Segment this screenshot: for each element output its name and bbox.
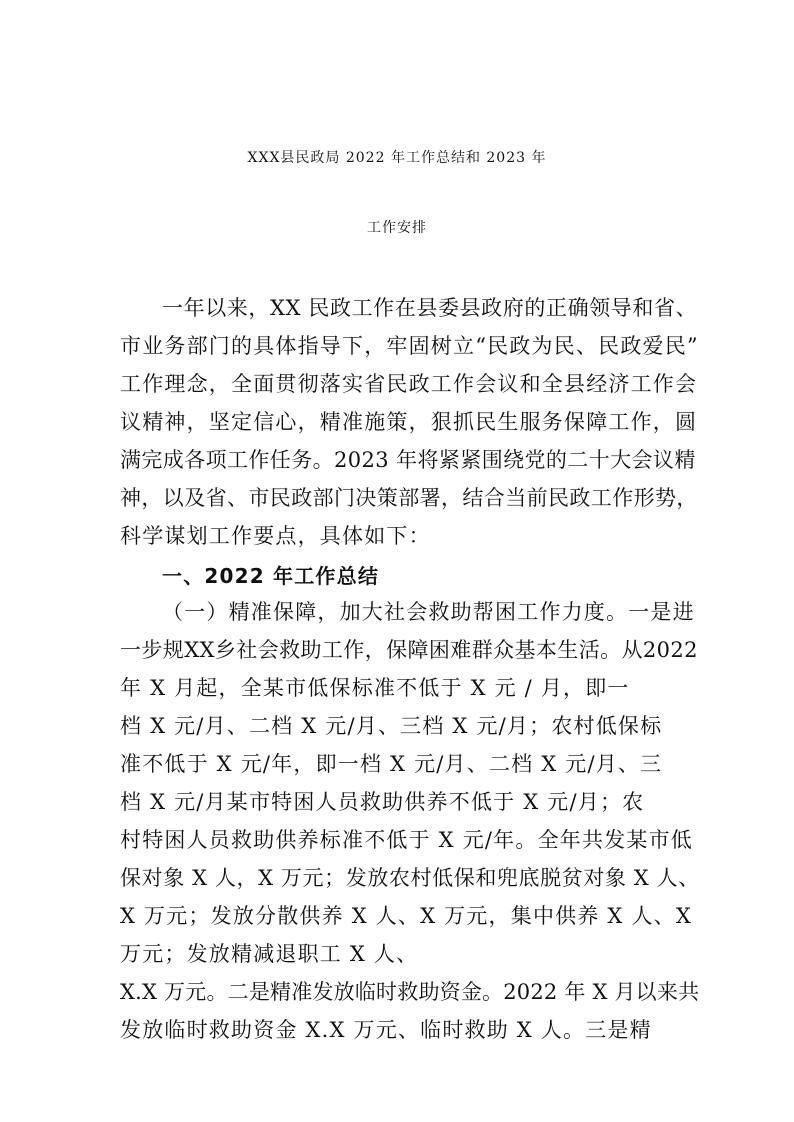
section-heading: 一、2022 年工作总结 <box>162 564 380 588</box>
paragraph-line: （一）精准保障，加大社会救助帮困工作力度。一是进 <box>162 600 695 624</box>
paragraph-line: 档 X 元/月某市特困人员救助供养不低于 X 元/月；农 <box>120 790 645 814</box>
intro-line: 工作理念，全面贯彻落实省民政工作会议和全县经济工作会 <box>120 372 698 396</box>
intro-line: 一年以来，XX 民政工作在县委县政府的正确领导和省、 <box>162 296 698 320</box>
paragraph-line: 年 X 月起，全某市低保标准不低于 X 元 / 月，即一 <box>120 676 630 700</box>
intro-line: 市业务部门的具体指导下，牢固树立“民政为民、民政爱民” <box>120 334 699 358</box>
paragraph-line: 万元；发放精减退职工 X 人、 <box>120 942 419 966</box>
intro-line: 议精神，坚定信心，精准施策，狠抓民生服务保障工作，圆 <box>120 410 698 434</box>
intro-line: 神，以及省、市民政部门决策部署，结合当前民政工作形势， <box>120 486 698 510</box>
intro-line: 科学谋划工作要点，具体如下： <box>120 524 431 548</box>
paragraph-line: 一步规XX乡社会救助工作，保障困难群众基本生活。从2022 <box>120 638 698 662</box>
paragraph-line: 准不低于 X 元/年，即一档 X 元/月、二档 X 元/月、三 <box>120 752 663 776</box>
document-title-line-2: 工作安排 <box>367 220 427 236</box>
paragraph-line: X.X 万元。二是精准发放临时救助资金。2022 年 X 月以来共 <box>120 980 700 1004</box>
paragraph-line: 保对象 X 人，X 万元；发放农村低保和兜底脱贫对象 X 人、 <box>120 866 700 890</box>
paragraph-line: 村特困人员救助供养标准不低于 X 元/年。全年共发某市低 <box>120 828 693 852</box>
intro-line: 满完成各项工作任务。2023 年将紧紧围绕党的二十大会议精 <box>120 448 696 472</box>
paragraph-line: X 万元；发放分散供养 X 人、X 万元，集中供养 X 人、X <box>120 904 693 928</box>
document-title-line-1: XXX县民政局 2022 年工作总结和 2023 年 <box>247 150 547 166</box>
paragraph-line: 发放临时救助资金 X.X 万元、临时救助 X 人。三是精 <box>120 1018 652 1042</box>
paragraph-line: 档 X 元/月、二档 X 元/月、三档 X 元/月；农村低保标 <box>120 714 663 738</box>
